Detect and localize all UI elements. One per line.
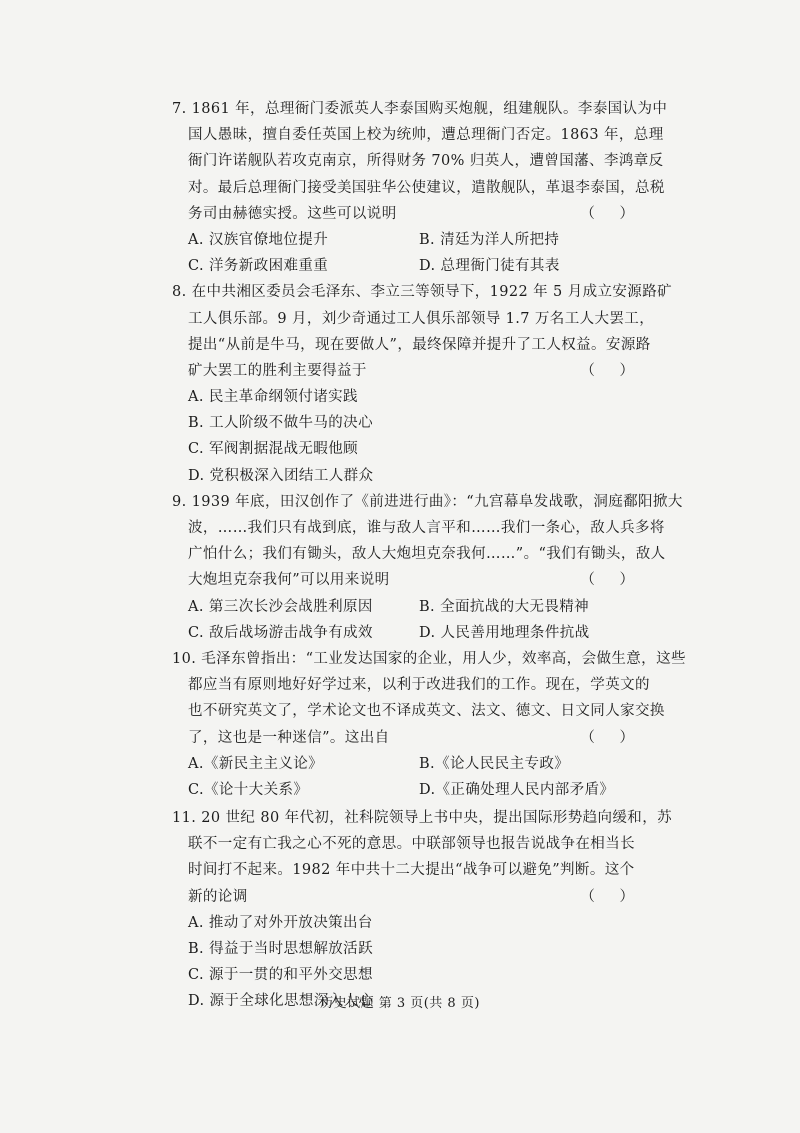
option-row: [172, 594, 650, 620]
option-row: [172, 751, 650, 777]
option-c: C.《论十大关系》: [188, 781, 309, 798]
option-d: D. 总理衙门徒有其表: [419, 258, 560, 275]
option-d: D. 源于全球化思想深入人心: [188, 993, 374, 1010]
question-stem-line: 8. 在中共湘区委员会毛泽东、李立三等领导下，1922 年 5 月成立安源路矿: [172, 284, 672, 301]
option-row: [172, 777, 650, 803]
option-a: A. 第三次长沙会战胜利原因: [188, 598, 373, 615]
option-b: B. 清廷为洋人所把持: [419, 231, 560, 248]
question-stem-text: 了，这也是一种迷信”。这出自: [188, 729, 390, 746]
option-row: [172, 253, 650, 279]
answer-parentheses: （ ）: [580, 205, 644, 222]
option-b: B. 得益于当时思想解放活跃: [188, 941, 373, 957]
question-8: [172, 279, 672, 489]
question-stem-line: 联不一定有亡我之心不死的意思。中联部领导也报告说战争在相当长: [188, 836, 635, 853]
page-footer: 历史试题 第 3 页(共 8 页): [320, 996, 480, 1011]
option-row: [172, 620, 650, 646]
question-stem-text: 矿大罢工的胜利主要得益于: [188, 362, 367, 379]
answer-parentheses: （ ）: [580, 572, 644, 589]
question-10: [172, 646, 686, 803]
option-c: C. 洋务新政困难重重: [188, 258, 329, 275]
answer-parentheses: （ ）: [580, 362, 644, 379]
option-a: A. 汉族官僚地位提升: [188, 231, 329, 248]
question-7: [172, 96, 668, 279]
option-c: C. 源于一贯的和平外交思想: [188, 967, 373, 984]
option-d: D. 人民善用地理条件抗战: [419, 624, 590, 641]
question-stem-line: 广怕什么；我们有锄头，敌人大炮坦克奈我何……”。“我们有锄头，敌人: [188, 546, 666, 563]
questions-block: [172, 96, 686, 1015]
question-11: [172, 805, 672, 1015]
answer-parentheses: （ ）: [580, 729, 644, 746]
option-d: D.《正确处理人民内部矛盾》: [419, 781, 615, 798]
question-stem-line: 也不研究英文了，学术论文也不译成英文、法文、德文、日文同人家交换: [188, 703, 665, 720]
question-stem-line: 工人俱乐部。9 月，刘少奇通过工人俱乐部领导 1.7 万名工人大罢工，: [188, 310, 655, 327]
question-9: [172, 489, 683, 646]
option-row: [172, 227, 650, 253]
option-c: C. 敌后战场游击战争有成效: [188, 624, 373, 641]
option-b: B.《论人民民主专政》: [419, 755, 570, 772]
question-stem-line: 10. 毛泽东曾指出：“工业发达国家的企业，用人少，效率高，会做生意，这些: [172, 650, 686, 667]
option-b: B. 全面抗战的大无畏精神: [419, 598, 590, 615]
answer-parentheses: （ ）: [580, 888, 644, 905]
option-a: A. 民主革命纲领付诸实践: [188, 389, 358, 406]
option-a: A.《新民主主义论》: [188, 755, 324, 772]
option-b: B. 工人阶级不做牛马的决心: [188, 415, 373, 432]
question-stem-line: 7. 1861 年，总理衙门委派英人李泰国购买炮舰，组建舰队。李泰国认为中: [172, 101, 668, 117]
question-stem-line-last: [172, 201, 650, 227]
question-stem-line: 衙门许诺舰队若攻克南京，所得财务 70% 归英人，遭曾国藩、李鸿章反: [188, 153, 664, 170]
question-stem-line-last: [172, 567, 650, 593]
question-stem-line: 都应当有原则地好好学过来，以利于改进我们的工作。现在，学英文的: [188, 677, 650, 694]
question-stem-text: 大炮坦克奈我何”可以用来说明: [188, 572, 390, 589]
question-stem-line-last: [172, 884, 650, 910]
question-stem-line: 提出“从前是牛马，现在要做人”，最终保障并提升了工人权益。安源路: [188, 336, 651, 353]
question-stem-line: 时间打不起来。1982 年中共十二大提出“战争可以避免”判断。这个: [188, 862, 635, 879]
question-stem-line: 对。最后总理衙门接受美国驻华公使建议，遣散舰队，革退李泰国，总税: [188, 179, 665, 196]
option-a: A. 推动了对外开放决策出台: [188, 914, 373, 931]
question-stem-line: 11. 20 世纪 80 年代初，社科院领导上书中央，提出国际形势趋向缓和，苏: [172, 810, 672, 827]
question-stem-line-last: [172, 358, 650, 384]
question-stem-text: 新的论调: [188, 888, 248, 905]
question-stem-line: 波，……我们只有战到底，谁与敌人言平和……我们一条心，敌人兵多将: [188, 520, 665, 536]
option-c: C. 军阀割据混战无暇他顾: [188, 441, 358, 458]
option-d: D. 党积极深入团结工人群众: [188, 467, 374, 484]
question-stem-line: 国人愚昧，擅自委任英国上校为统帅，遭总理衙门否定。1863 年，总理: [188, 127, 664, 144]
question-stem-text: 务司由赫德实授。这些可以说明: [188, 205, 397, 222]
question-stem-line: 9. 1939 年底，田汉创作了《前进进行曲》：“九宫幕阜发战歌，洞庭鄱阳掀大: [172, 493, 683, 510]
question-stem-line-last: [172, 725, 650, 751]
